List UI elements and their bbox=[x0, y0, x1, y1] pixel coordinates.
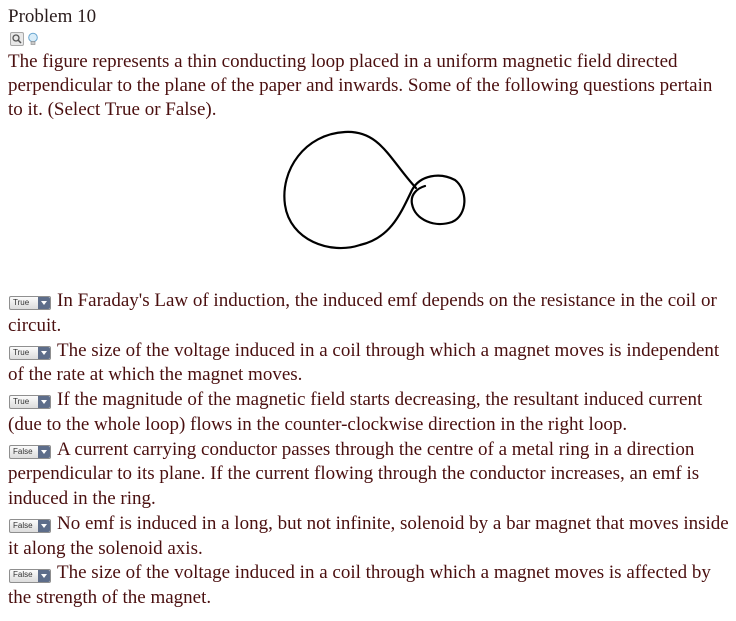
question-item bbox=[8, 561, 734, 610]
question-item bbox=[8, 512, 734, 561]
answer-select[interactable]: False bbox=[9, 569, 51, 583]
question-text: The size of the voltage induced in a coil through which a magnet moves is affected by the strength of the magnet. bbox=[8, 562, 711, 609]
answer-select[interactable]: False bbox=[9, 519, 51, 533]
answer-select[interactable]: True bbox=[9, 395, 51, 409]
lightbulb-icon[interactable] bbox=[26, 32, 40, 46]
conducting-loop-figure bbox=[270, 120, 480, 260]
question-item bbox=[8, 438, 734, 512]
question-list bbox=[8, 289, 734, 611]
problem-title: Problem 10 bbox=[8, 6, 97, 27]
chevron-down-icon bbox=[38, 446, 50, 458]
answer-select[interactable]: True bbox=[9, 296, 51, 310]
question-item bbox=[8, 289, 734, 338]
question-item bbox=[8, 339, 734, 388]
answer-select[interactable]: False bbox=[9, 445, 51, 459]
chevron-down-icon bbox=[38, 297, 50, 309]
question-text: A current carrying conductor passes through the centre of a metal ring in a direction perpendicular to its plane. If the current flowing through the conductor increases, an emf is induced in the ring. bbox=[8, 438, 700, 509]
question-item bbox=[8, 388, 734, 437]
chevron-down-icon bbox=[38, 520, 50, 532]
chevron-down-icon bbox=[38, 570, 50, 582]
answer-select[interactable]: True bbox=[9, 346, 51, 360]
question-text: In Faraday's Law of induction, the induced emf depends on the resistance in the coil or circuit. bbox=[8, 290, 717, 336]
question-text: No emf is induced in a long, but not infinite, solenoid by a bar magnet that moves inside it along the solenoid axis. bbox=[8, 512, 729, 559]
question-text: The size of the voltage induced in a coil through which a magnet moves is independent of the rate at which the magnet moves. bbox=[8, 339, 720, 386]
chevron-down-icon bbox=[38, 347, 50, 359]
problem-intro: The figure represents a thin conducting loop placed in a uniform magnetic field directed perpendicular to the plane of the paper and inwards. Some of the following questions pertain to it. (Select True or False). bbox=[8, 51, 713, 120]
question-text: If the magnitude of the magnetic field starts decreasing, the resultant induced current (due to the whole loop) flows in the counter-clockwise direction in the right loop. bbox=[8, 389, 703, 435]
magnifier-icon[interactable] bbox=[10, 32, 24, 46]
chevron-down-icon bbox=[38, 396, 50, 408]
problem-icons bbox=[10, 32, 40, 46]
